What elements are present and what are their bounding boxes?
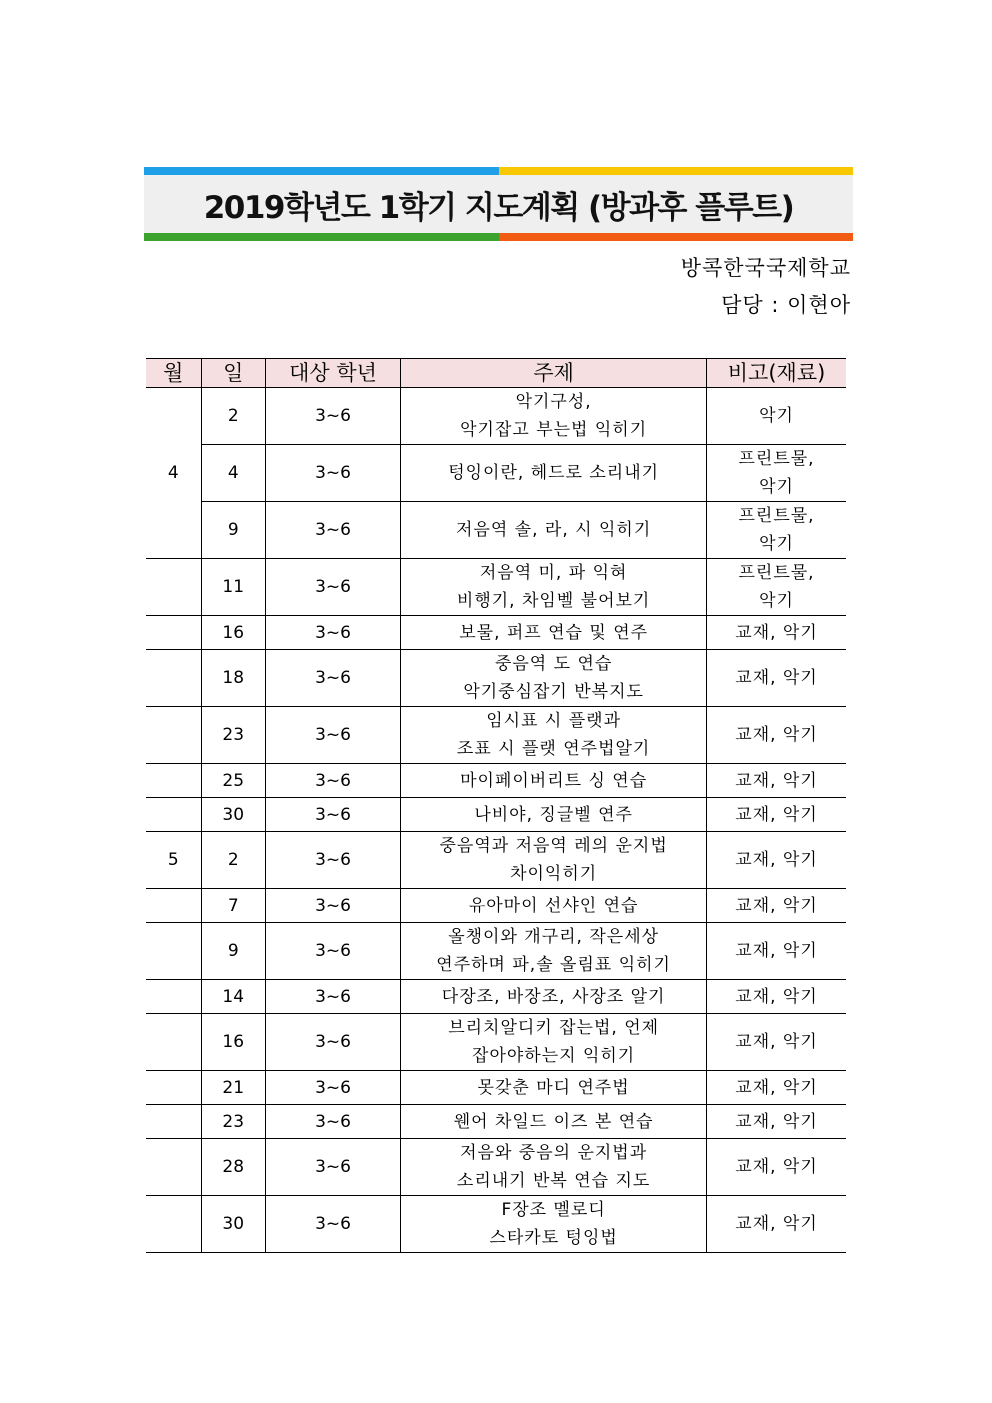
- cell-topic: [401, 889, 707, 923]
- note-line: 악기: [759, 591, 794, 611]
- teacher-name: 담당 : 이현아: [721, 293, 851, 317]
- table-row: [146, 616, 846, 650]
- topic-line: F장조 멜로디: [501, 1200, 606, 1220]
- cell-month: [146, 707, 201, 764]
- cell-month: [146, 1071, 201, 1105]
- cell-note: [707, 1196, 846, 1253]
- topic-line: 중음역 도 연습: [494, 654, 613, 674]
- cell-topic: [401, 1196, 707, 1253]
- topic-line: 연주하며 파,솔 올림표 익히기: [436, 955, 671, 975]
- note-line: 교재, 악기: [735, 986, 818, 1007]
- column-header-grade: 대상 학년: [265, 359, 400, 388]
- cell-grade: 3~6: [265, 1139, 400, 1196]
- topic-line: 마이페이버리트 싱 연습: [460, 770, 648, 791]
- cell-grade: 3~6: [265, 889, 400, 923]
- cell-topic: [401, 764, 707, 798]
- topic-line: 저음와 중음의 운지법과: [460, 1143, 648, 1163]
- cell-day: 7: [201, 889, 265, 923]
- cell-grade: 3~6: [265, 650, 400, 707]
- cell-topic: [401, 798, 707, 832]
- page-title: 2019학년도 1학기 지도계획 (방과후 플루트): [203, 189, 794, 226]
- table-row: [146, 1014, 846, 1071]
- cell-grade: 3~6: [265, 388, 400, 445]
- cell-topic: [401, 502, 707, 559]
- note-line: 교재, 악기: [735, 1214, 818, 1234]
- cell-month: [146, 1139, 201, 1196]
- title-banner: [144, 167, 853, 241]
- cell-topic: [401, 1139, 707, 1196]
- cell-grade: 3~6: [265, 1014, 400, 1071]
- cell-topic: [401, 388, 707, 445]
- note-line: 악기: [759, 406, 794, 426]
- note-line: 교재, 악기: [735, 725, 818, 745]
- topic-line: 보물, 퍼프 연습 및 연주: [459, 622, 649, 643]
- cell-month: 5: [146, 832, 201, 889]
- cell-grade: 3~6: [265, 1196, 400, 1253]
- cell-month: [146, 764, 201, 798]
- note-line: 악기: [759, 534, 794, 554]
- table-row: [146, 889, 846, 923]
- cell-day: 28: [201, 1139, 265, 1196]
- cell-topic: [401, 445, 707, 502]
- note-line: 교재, 악기: [735, 804, 818, 825]
- cell-note: [707, 650, 846, 707]
- cell-day: 23: [201, 1105, 265, 1139]
- cell-note: [707, 559, 846, 616]
- cell-month: [146, 1196, 201, 1253]
- cell-note: [707, 445, 846, 502]
- banner-stripe-blue: [144, 167, 499, 175]
- topic-line: 텅잉이란, 헤드로 소리내기: [448, 463, 660, 483]
- topic-line: 소리내기 반복 연습 지도: [456, 1171, 651, 1191]
- topic-line: 악기잡고 부는법 익히기: [460, 420, 648, 440]
- cell-topic: [401, 1105, 707, 1139]
- note-line: 프린트물,: [738, 449, 815, 469]
- topic-line: 비행기, 차임벨 불어보기: [456, 591, 651, 611]
- topic-line: 나비야, 징글벨 연주: [474, 804, 633, 825]
- cell-note: [707, 798, 846, 832]
- banner-stripe-green: [144, 233, 499, 241]
- topic-line: 임시표 시 플랫과: [486, 711, 622, 731]
- cell-day: 11: [201, 559, 265, 616]
- cell-note: [707, 1071, 846, 1105]
- cell-day: 30: [201, 798, 265, 832]
- cell-grade: 3~6: [265, 559, 400, 616]
- topic-line: 브리치알디키 잡는법, 언제: [448, 1018, 660, 1038]
- topic-line: 악기중심잡기 반복지도: [463, 682, 644, 702]
- cell-note: [707, 502, 846, 559]
- table-header-row: [146, 359, 846, 388]
- cell-month: 4: [146, 388, 201, 559]
- cell-grade: 3~6: [265, 764, 400, 798]
- note-line: 프린트물,: [738, 506, 815, 526]
- cell-grade: 3~6: [265, 616, 400, 650]
- cell-grade: 3~6: [265, 1105, 400, 1139]
- cell-topic: [401, 707, 707, 764]
- cell-day: 2: [201, 388, 265, 445]
- table-row: [146, 764, 846, 798]
- cell-day: 9: [201, 502, 265, 559]
- table-row: [146, 707, 846, 764]
- cell-topic: [401, 616, 707, 650]
- note-line: 교재, 악기: [735, 850, 818, 870]
- note-line: 악기: [759, 477, 794, 497]
- cell-topic: [401, 832, 707, 889]
- note-line: 교재, 악기: [735, 770, 818, 791]
- cell-note: [707, 388, 846, 445]
- cell-topic: [401, 980, 707, 1014]
- table-row: [146, 1139, 846, 1196]
- topic-line: 못갖춘 마디 연주법: [477, 1077, 630, 1098]
- cell-day: 16: [201, 1014, 265, 1071]
- topic-line: 조표 시 플랫 연주법알기: [456, 739, 651, 759]
- column-header-day: 일: [201, 359, 265, 388]
- table-row: [146, 445, 846, 502]
- cell-note: [707, 764, 846, 798]
- cell-month: [146, 616, 201, 650]
- cell-month: [146, 798, 201, 832]
- cell-month: [146, 889, 201, 923]
- cell-note: [707, 923, 846, 980]
- topic-line: 저음역 미, 파 익혀: [479, 563, 628, 583]
- cell-note: [707, 707, 846, 764]
- note-line: 교재, 악기: [735, 1111, 818, 1132]
- cell-note: [707, 1139, 846, 1196]
- table-row: [146, 650, 846, 707]
- cell-day: 2: [201, 832, 265, 889]
- cell-day: 21: [201, 1071, 265, 1105]
- cell-grade: 3~6: [265, 445, 400, 502]
- note-line: 교재, 악기: [735, 622, 818, 643]
- topic-line: 차이익히기: [510, 864, 598, 884]
- topic-line: 잡아야하는지 익히기: [472, 1046, 636, 1066]
- cell-note: [707, 1105, 846, 1139]
- cell-grade: 3~6: [265, 707, 400, 764]
- table-row: [146, 923, 846, 980]
- cell-note: [707, 889, 846, 923]
- note-line: 교재, 악기: [735, 1157, 818, 1177]
- table-row: [146, 832, 846, 889]
- lesson-plan-table: [146, 358, 846, 1253]
- cell-topic: [401, 1014, 707, 1071]
- note-line: 프린트물,: [738, 563, 815, 583]
- cell-day: 14: [201, 980, 265, 1014]
- table-row: [146, 980, 846, 1014]
- cell-note: [707, 616, 846, 650]
- table-body: [146, 388, 846, 1253]
- cell-month: [146, 1105, 201, 1139]
- cell-month: [146, 650, 201, 707]
- cell-topic: [401, 650, 707, 707]
- column-header-note: 비고(재료): [707, 359, 846, 388]
- cell-day: 4: [201, 445, 265, 502]
- cell-topic: [401, 1071, 707, 1105]
- cell-grade: 3~6: [265, 798, 400, 832]
- topic-line: 저음역 솔, 라, 시 익히기: [456, 520, 652, 540]
- note-line: 교재, 악기: [735, 668, 818, 688]
- column-header-month: 월: [146, 359, 201, 388]
- cell-note: [707, 980, 846, 1014]
- table-row: [146, 559, 846, 616]
- topic-line: 다장조, 바장조, 사장조 알기: [441, 986, 666, 1007]
- banner-stripe-orange: [499, 233, 853, 241]
- cell-note: [707, 832, 846, 889]
- cell-grade: 3~6: [265, 1071, 400, 1105]
- topic-line: 유아마이 선샤인 연습: [468, 895, 639, 916]
- cell-topic: [401, 559, 707, 616]
- note-line: 교재, 악기: [735, 895, 818, 916]
- cell-month: [146, 980, 201, 1014]
- cell-day: 30: [201, 1196, 265, 1253]
- topic-line: 스타카토 텅잉법: [489, 1228, 618, 1248]
- table-row: [146, 798, 846, 832]
- cell-month: [146, 923, 201, 980]
- topic-line: 웬어 차일드 이즈 본 연습: [453, 1111, 654, 1132]
- note-line: 교재, 악기: [735, 1077, 818, 1098]
- banner-stripe-yellow: [499, 167, 853, 175]
- cell-month: [146, 559, 201, 616]
- topic-line: 악기구성,: [515, 392, 592, 412]
- column-header-topic: 주제: [401, 359, 707, 388]
- school-name: 방콕한국국제학교: [680, 256, 851, 280]
- topic-line: 올챙이와 개구리, 작은세상: [448, 927, 660, 947]
- cell-grade: 3~6: [265, 502, 400, 559]
- cell-month: [146, 1014, 201, 1071]
- table-row: [146, 1105, 846, 1139]
- cell-grade: 3~6: [265, 832, 400, 889]
- cell-grade: 3~6: [265, 923, 400, 980]
- table-row: [146, 1196, 846, 1253]
- cell-day: 9: [201, 923, 265, 980]
- cell-grade: 3~6: [265, 980, 400, 1014]
- cell-day: 25: [201, 764, 265, 798]
- note-line: 교재, 악기: [735, 1032, 818, 1052]
- cell-topic: [401, 923, 707, 980]
- table-row: [146, 388, 846, 445]
- cell-note: [707, 1014, 846, 1071]
- note-line: 교재, 악기: [735, 941, 818, 961]
- cell-day: 18: [201, 650, 265, 707]
- table-row: [146, 1071, 846, 1105]
- cell-day: 23: [201, 707, 265, 764]
- table-row: [146, 502, 846, 559]
- cell-day: 16: [201, 616, 265, 650]
- topic-line: 중음역과 저음역 레의 운지법: [439, 836, 668, 856]
